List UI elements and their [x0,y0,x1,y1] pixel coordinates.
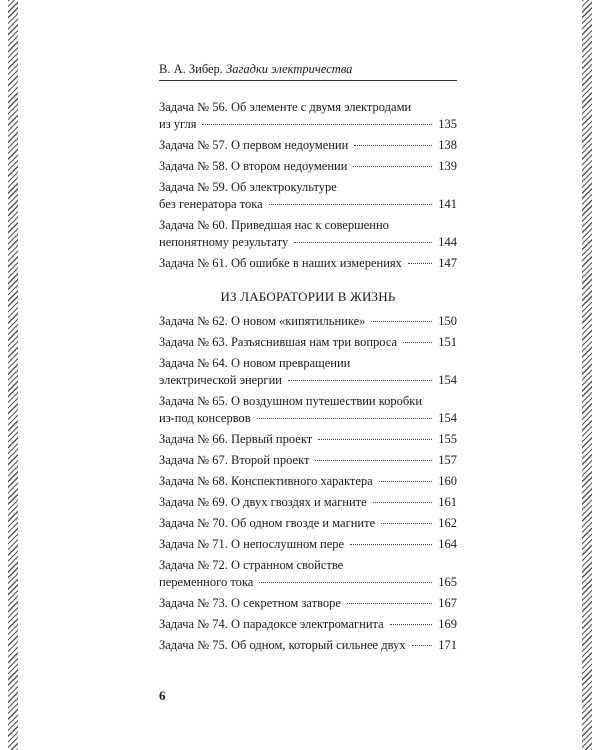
toc-entry-page: 155 [438,432,457,446]
toc-entry-title: Конспективного характера [230,474,373,488]
dot-leader [381,523,432,524]
toc-entry-label: Задача № 66. [159,432,228,446]
toc-entry-page: 147 [438,256,457,270]
toc-entry-page: 151 [438,335,457,349]
toc-entry-page: 167 [438,596,457,610]
toc-entry-page: 135 [438,117,457,131]
page-number: 6 [159,688,166,703]
dot-leader [412,645,433,646]
toc-entry-label: Задача № 61. [159,256,228,270]
dot-leader [354,145,432,146]
toc-entry-title: О первом недоумении [230,138,349,152]
dot-leader [403,342,432,343]
running-header [159,62,457,81]
toc-entry-page: 161 [438,495,457,509]
toc-entry-label: Задача № 63. [159,335,228,349]
toc-entry [159,536,457,553]
toc-entry-page: 150 [438,314,457,328]
toc-entry-label: Задача № 72. [159,558,228,572]
dot-leader [202,124,432,125]
dot-leader [269,204,433,205]
toc-entry-title: Об элементе с двумя электродами [230,100,412,114]
toc-entry-title: О секретном затворе [230,596,341,610]
toc-entry-label: Задача № 68. [159,474,228,488]
toc-entry-page: 138 [438,138,457,152]
toc-entry-title: Об одном, который сильнее двух [230,638,406,652]
toc-entry [159,473,457,490]
toc-entry-label: Задача № 71. [159,537,228,551]
toc-group-2 [159,313,457,654]
toc-entry [159,137,457,154]
toc-entry [159,452,457,469]
toc-entry-label: Задача № 56. [159,100,228,114]
toc-entry-page: 162 [438,516,457,530]
toc-entry-title: из угля [159,117,197,131]
toc-entry-page: 164 [438,537,457,551]
toc-entry [159,637,457,654]
toc-entry-title: О непослушном пере [230,537,345,551]
toc-entry [159,217,457,251]
toc-entry-title: Разъяснившая нам три вопроса [230,335,398,349]
toc-entry [159,313,457,330]
toc-entry [159,99,457,133]
toc-entry-page: 141 [438,197,457,211]
toc-entry-label: Задача № 58. [159,159,228,173]
dot-leader [257,418,433,419]
toc-entry-title: Об ошибке в наших измерениях [230,256,402,270]
toc-entry-title: О странном свойстве [230,558,344,572]
toc-entry-title: Второй проект [230,453,310,467]
header-book-title: Загадки электричества [226,62,353,76]
toc-entry-title: Приведшая нас к совершенно [230,218,389,232]
toc-entry-label: Задача № 69. [159,495,228,509]
toc-entry [159,355,457,389]
toc-entry-page: 157 [438,453,457,467]
dot-leader [350,544,432,545]
dot-leader [288,380,432,381]
toc-entry [159,158,457,175]
toc-entry [159,595,457,612]
toc-entry [159,179,457,213]
toc-entry-page: 154 [438,373,457,387]
toc-entry-label: Задача № 60. [159,218,228,232]
toc-entry [159,255,457,272]
toc-entry-title: О двух гвоздях и магните [230,495,367,509]
dot-leader [379,481,433,482]
toc-entry [159,616,457,633]
toc-entry-label: Задача № 62. [159,314,228,328]
left-decorative-border [8,0,18,750]
toc-entry-page: 144 [438,235,457,249]
toc-entry-page: 171 [438,638,457,652]
toc-entry-page: 154 [438,411,457,425]
toc-entry-title: непонятному результату [159,235,289,249]
toc-entry [159,334,457,351]
toc-entry-label: Задача № 57. [159,138,228,152]
dot-leader [318,439,432,440]
table-of-contents [159,99,457,658]
toc-entry-title: Первый проект [230,432,313,446]
dot-leader [373,502,433,503]
toc-entry-label: Задача № 67. [159,453,228,467]
toc-entry-title: электрической энергии [159,373,282,387]
dot-leader [371,321,432,322]
toc-entry [159,494,457,511]
toc-entry-page: 169 [438,617,457,631]
right-decorative-border [582,0,592,750]
section-title: ИЗ ЛАБОРАТОРИИ В ЖИЗНЬ [220,289,396,304]
dot-leader [294,242,432,243]
toc-entry-title: О втором недоумении [230,159,348,173]
dot-leader [315,460,432,461]
toc-entry-page: 160 [438,474,457,488]
toc-entry [159,431,457,448]
toc-entry-label: Задача № 70. [159,516,228,530]
toc-entry-label: Задача № 59. [159,180,228,194]
header-author: В. А. Зибер. [159,62,223,76]
dot-leader [347,603,432,604]
toc-entry [159,557,457,591]
toc-group-1 [159,99,457,272]
toc-entry-label: Задача № 64. [159,356,228,370]
toc-entry-page: 165 [438,575,457,589]
toc-entry-title: Об электрокультуре [230,180,337,194]
dot-leader [259,582,432,583]
toc-entry-title: Об одном гвозде и магните [230,516,376,530]
toc-entry-label: Задача № 74. [159,617,228,631]
toc-entry [159,515,457,532]
dot-leader [353,166,432,167]
toc-entry-page: 139 [438,159,457,173]
dot-leader [408,263,432,264]
toc-entry-title: О новом «кипятильнике» [230,314,366,328]
toc-entry-label: Задача № 65. [159,394,228,408]
toc-entry-title: без генератора тока [159,197,263,211]
toc-entry-title: О новом превращении [230,356,351,370]
toc-entry-title: О воздушном путешествии коробки [230,394,423,408]
toc-entry-label: Задача № 73. [159,596,228,610]
toc-entry-label: Задача № 75. [159,638,228,652]
toc-entry-title: О парадоксе электромагнита [230,617,384,631]
dot-leader [390,624,433,625]
toc-entry [159,393,457,427]
toc-entry-title: переменного тока [159,575,254,589]
toc-entry-title: из-под консервов [159,411,251,425]
